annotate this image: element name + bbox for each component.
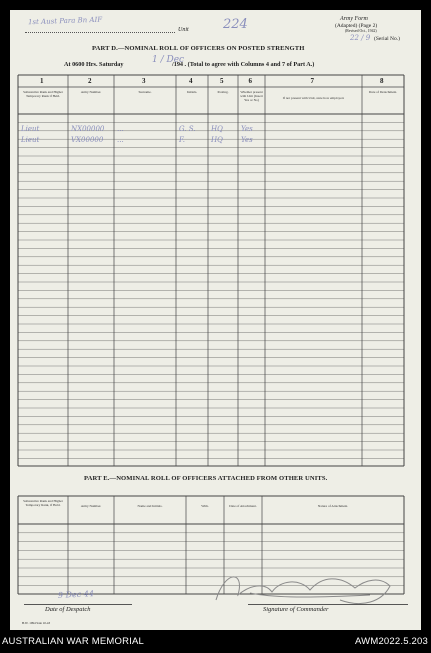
handwritten-row1-col-1: Lieut: [21, 125, 40, 133]
part-e-header-4: With.: [201, 504, 209, 508]
column-number-5: 5: [220, 77, 224, 85]
handwritten-row1-col-2: NX00000: [71, 125, 105, 133]
part-d-title: PART D.—NOMINAL ROLL OF OFFICERS ON POSTED STRENGTH: [92, 45, 305, 52]
at-hours-prefix: At 0600 Hrs. Saturday: [64, 61, 124, 68]
army-form-adapted: (Adapted) (Page 2): [335, 23, 378, 29]
handwritten-row2-col-3: ...: [117, 136, 124, 144]
handwritten-date: 1 / Dec: [152, 55, 185, 65]
column-header-3: Surname.: [138, 90, 152, 94]
handwritten-row1-col-5: HQ: [211, 125, 223, 133]
handwritten-despatch-date: 9 Dec 44: [57, 589, 95, 600]
part-e-header-3: Name and Initials.: [137, 504, 163, 508]
handwritten-row2-col-5: HQ: [211, 136, 223, 144]
part-e-header-2: Army Number.: [80, 504, 102, 508]
column-number-7: 7: [310, 77, 314, 85]
unit-label: Unit: [178, 27, 189, 33]
handwritten-row2-col-4: F.: [179, 136, 185, 144]
handwritten-unit: 1st Aust Para Bn AIF: [27, 15, 103, 27]
handwritten-row1-col-3: ...: [117, 125, 124, 133]
army-form-revised: (Revised Oct., 1942): [345, 29, 377, 33]
commander-signature: [216, 577, 390, 604]
army-form-label: Army Form: [340, 16, 368, 22]
part-e-title: PART E.—NOMINAL ROLL OF OFFICERS ATTACHED FROM OTHER UNITS.: [84, 475, 328, 482]
column-number-8: 8: [380, 77, 384, 85]
handwritten-row1-col-6: Yes: [241, 125, 253, 133]
column-number-4: 4: [189, 77, 193, 85]
handwritten-serial: 22 / 9: [350, 34, 371, 42]
handwritten-row2-col-1: Lieut: [21, 136, 40, 144]
date-of-despatch-label: Date of Despatch: [45, 606, 91, 613]
handwritten-row2-col-2: VX00000: [71, 136, 104, 144]
part-e-header-6: Nature of Attachment.: [317, 504, 349, 508]
part-e-header-1: Substantive Rank and Higher Temporary Rank, if Held.: [23, 499, 63, 508]
column-header-2: Army Number.: [80, 90, 102, 94]
column-number-6: 6: [248, 77, 252, 85]
column-number-2: 2: [88, 77, 92, 85]
column-number-1: 1: [40, 77, 44, 85]
column-header-5: Posting.: [217, 90, 229, 94]
column-number-3: 3: [142, 77, 146, 85]
column-header-4: Initials.: [186, 90, 198, 94]
column-header-6: Whether present with Unit (Insert Yes or No): [240, 90, 263, 103]
print-code: B.W. 1994 Sale 10-43: [22, 621, 51, 625]
caption-left: AUSTRALIAN WAR MEMORIAL: [2, 636, 145, 647]
despatch-line: [24, 604, 132, 605]
part-d-table: [10, 10, 421, 630]
column-header-8: Date of Detachment.: [368, 90, 398, 94]
caption-right: AWM2022.5.203: [354, 636, 428, 647]
handwritten-row2-col-6: Yes: [241, 136, 253, 144]
signature-of-commander-label: Signature of Commander: [263, 606, 329, 613]
caption-bar: [0, 630, 431, 653]
handwritten-row1-col-4: G. S.: [179, 125, 196, 133]
column-header-7: If not present with Unit, state how employed.: [282, 96, 345, 100]
at-hours-suffix: /194 . (Total to agree with Columns 4 and 7 of Part A.): [172, 61, 315, 68]
part-e-header-5: Date of Attachment.: [229, 504, 257, 508]
column-header-1: Substantive Rank and Higher Temporary Rank if Held.: [23, 90, 63, 99]
handwritten-number: 224: [223, 17, 248, 32]
serial-label: (Serial No.): [374, 36, 400, 42]
signature-line: [248, 604, 408, 605]
form-sheet: [10, 10, 421, 630]
